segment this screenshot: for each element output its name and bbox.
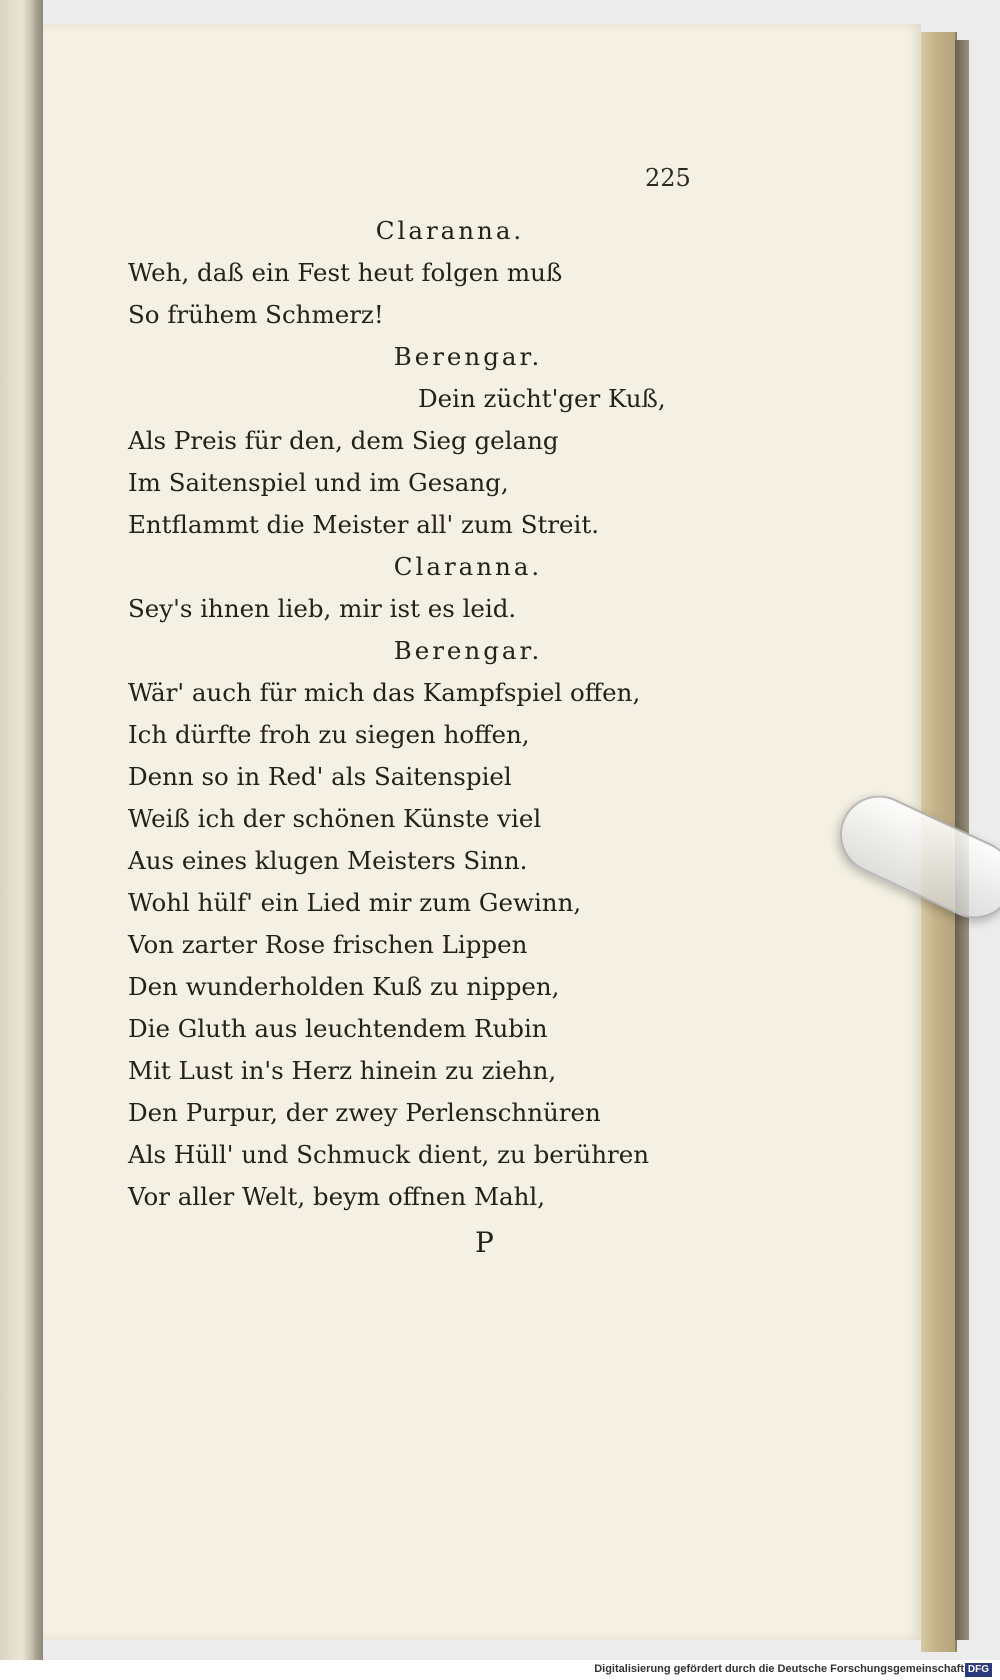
speaker-heading: Claranna. <box>375 216 525 245</box>
verse-line: Entflammt die Meister all' zum Streit. <box>128 510 600 539</box>
book-gutter <box>34 0 43 1660</box>
verse-line: So frühem Schmerz! <box>128 300 384 329</box>
verse-line: Ich dürfte froh zu siegen hoffen, <box>128 720 530 749</box>
verse-line: Wär' auch für mich das Kampfspiel offen, <box>128 678 641 707</box>
verse-line: Im Saitenspiel und im Gesang, <box>128 468 509 497</box>
verse-line: Weh, daß ein Fest heut folgen muß <box>128 258 563 287</box>
verse-line: Mit Lust in's Herz hinein zu ziehn, <box>128 1056 557 1085</box>
speaker-heading: Berengar. <box>393 636 543 665</box>
verse-line: Die Gluth aus leuchtendem Rubin <box>128 1014 548 1043</box>
verse-line: Als Hüll' und Schmuck dient, zu berühren <box>128 1140 650 1169</box>
speaker-heading: Berengar. <box>393 342 543 371</box>
verse-line: Als Preis für den, dem Sieg gelang <box>128 426 559 455</box>
verse-line: Vor aller Welt, beym offnen Mahl, <box>128 1182 546 1211</box>
digitization-credit: Digitalisierung gefördert durch die Deutsche Forschungsgemeinschaft <box>594 1663 964 1675</box>
speaker-heading: Claranna. <box>393 552 543 581</box>
verse-line: Weiß ich der schönen Künste viel <box>128 804 542 833</box>
verse-line: Dein zücht'ger Kuß, <box>418 384 666 413</box>
page-number: 225 <box>645 164 691 192</box>
dfg-logo: DFG <box>965 1663 992 1677</box>
verse-line: Den Purpur, der zwey Perlenschnüren <box>128 1098 601 1127</box>
verse-line: Denn so in Red' als Saitenspiel <box>128 762 512 791</box>
catchword: P <box>475 1226 494 1259</box>
verse-text-block <box>128 210 688 1218</box>
verse-line: Von zarter Rose frischen Lippen <box>128 930 528 959</box>
verse-line: Aus eines klugen Meisters Sinn. <box>128 846 528 875</box>
verse-line: Sey's ihnen lieb, mir ist es leid. <box>128 594 517 623</box>
verse-line: Wohl hülf' ein Lied mir zum Gewinn, <box>128 888 582 917</box>
verse-line: Den wunderholden Kuß zu nippen, <box>128 972 560 1001</box>
